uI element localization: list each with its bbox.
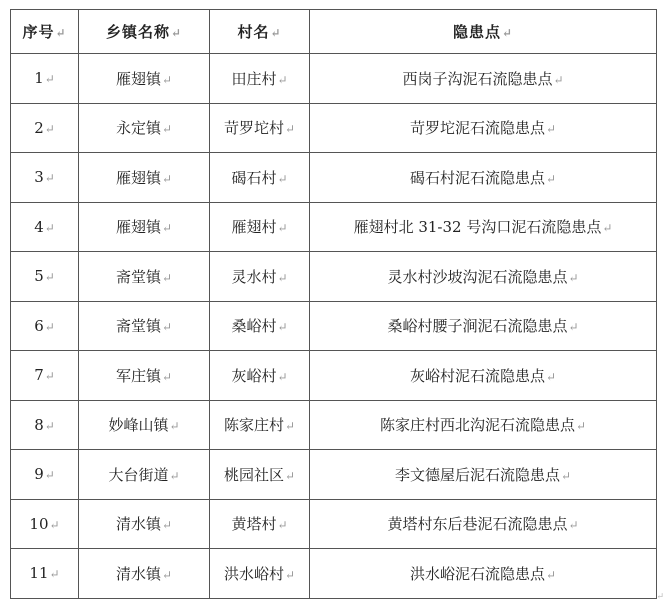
cell-village: 黄塔村↵ bbox=[210, 499, 310, 549]
end-of-cell-mark: ↵ bbox=[656, 592, 664, 602]
header-village: 村名↵ bbox=[210, 10, 310, 54]
cell-village: 桃园社区↵ bbox=[210, 450, 310, 500]
cell-serial: 1↵ bbox=[11, 54, 79, 104]
cell-town: 清水镇↵ bbox=[79, 499, 210, 549]
table-row bbox=[11, 252, 657, 302]
table-row bbox=[11, 202, 657, 252]
cell-village: 田庄村↵ bbox=[210, 54, 310, 104]
cell-hazard: 碣石村泥石流隐患点↵ bbox=[310, 153, 657, 203]
cell-town: 雁翅镇↵ bbox=[79, 202, 210, 252]
cell-town: 军庄镇↵ bbox=[79, 351, 210, 401]
cell-hazard: 雁翅村北 31-32 号沟口泥石流隐患点↵ bbox=[310, 202, 657, 252]
cell-town: 雁翅镇↵ bbox=[79, 54, 210, 104]
table-header-row bbox=[11, 10, 657, 54]
cell-town: 斋堂镇↵ bbox=[79, 252, 210, 302]
cell-village: 桑峪村↵ bbox=[210, 301, 310, 351]
cell-town: 永定镇↵ bbox=[79, 103, 210, 153]
table-row bbox=[11, 549, 657, 599]
table-row bbox=[11, 499, 657, 549]
cell-hazard: 苛罗坨泥石流隐患点↵ bbox=[310, 103, 657, 153]
table-row bbox=[11, 301, 657, 351]
cell-village: 苛罗坨村↵ bbox=[210, 103, 310, 153]
cell-village: 洪水峪村↵ bbox=[210, 549, 310, 599]
table-row bbox=[11, 103, 657, 153]
cell-hazard: 陈家庄村西北沟泥石流隐患点↵ bbox=[310, 400, 657, 450]
cell-hazard: 灵水村沙坡沟泥石流隐患点↵ bbox=[310, 252, 657, 302]
cell-hazard: 李文德屋后泥石流隐患点↵ bbox=[310, 450, 657, 500]
cell-hazard: 洪水峪泥石流隐患点↵ bbox=[310, 549, 657, 599]
table-row bbox=[11, 450, 657, 500]
hazard-table bbox=[10, 9, 657, 599]
cell-hazard: 灰峪村泥石流隐患点↵ bbox=[310, 351, 657, 401]
cell-serial: 7↵ bbox=[11, 351, 79, 401]
cell-serial: 3↵ bbox=[11, 153, 79, 203]
cell-serial: 6↵ bbox=[11, 301, 79, 351]
cell-serial: 2↵ bbox=[11, 103, 79, 153]
table-body bbox=[11, 54, 657, 599]
cell-village: 陈家庄村↵ bbox=[210, 400, 310, 450]
cell-town: 妙峰山镇↵ bbox=[79, 400, 210, 450]
cell-serial: 4↵ bbox=[11, 202, 79, 252]
cell-village: 灰峪村↵ bbox=[210, 351, 310, 401]
table-row bbox=[11, 153, 657, 203]
cell-serial: 11↵ bbox=[11, 549, 79, 599]
cell-hazard: 西岗子沟泥石流隐患点↵ bbox=[310, 54, 657, 104]
cell-village: 碣石村↵ bbox=[210, 153, 310, 203]
cell-serial: 10↵ bbox=[11, 499, 79, 549]
cell-town: 斋堂镇↵ bbox=[79, 301, 210, 351]
header-town: 乡镇名称↵ bbox=[79, 10, 210, 54]
cell-village: 雁翅村↵ bbox=[210, 202, 310, 252]
cell-hazard: 桑峪村腰子涧泥石流隐患点↵ bbox=[310, 301, 657, 351]
cell-town: 大台街道↵ bbox=[79, 450, 210, 500]
cell-serial: 8↵ bbox=[11, 400, 79, 450]
cell-serial: 9↵ bbox=[11, 450, 79, 500]
cell-town: 清水镇↵ bbox=[79, 549, 210, 599]
header-serial: 序号↵ bbox=[11, 10, 79, 54]
cell-serial: 5↵ bbox=[11, 252, 79, 302]
table-row bbox=[11, 351, 657, 401]
table-row bbox=[11, 400, 657, 450]
header-hazard: 隐患点↵ bbox=[310, 10, 657, 54]
cell-town: 雁翅镇↵ bbox=[79, 153, 210, 203]
table-row bbox=[11, 54, 657, 104]
cell-hazard: 黄塔村东后巷泥石流隐患点↵ bbox=[310, 499, 657, 549]
cell-village: 灵水村↵ bbox=[210, 252, 310, 302]
